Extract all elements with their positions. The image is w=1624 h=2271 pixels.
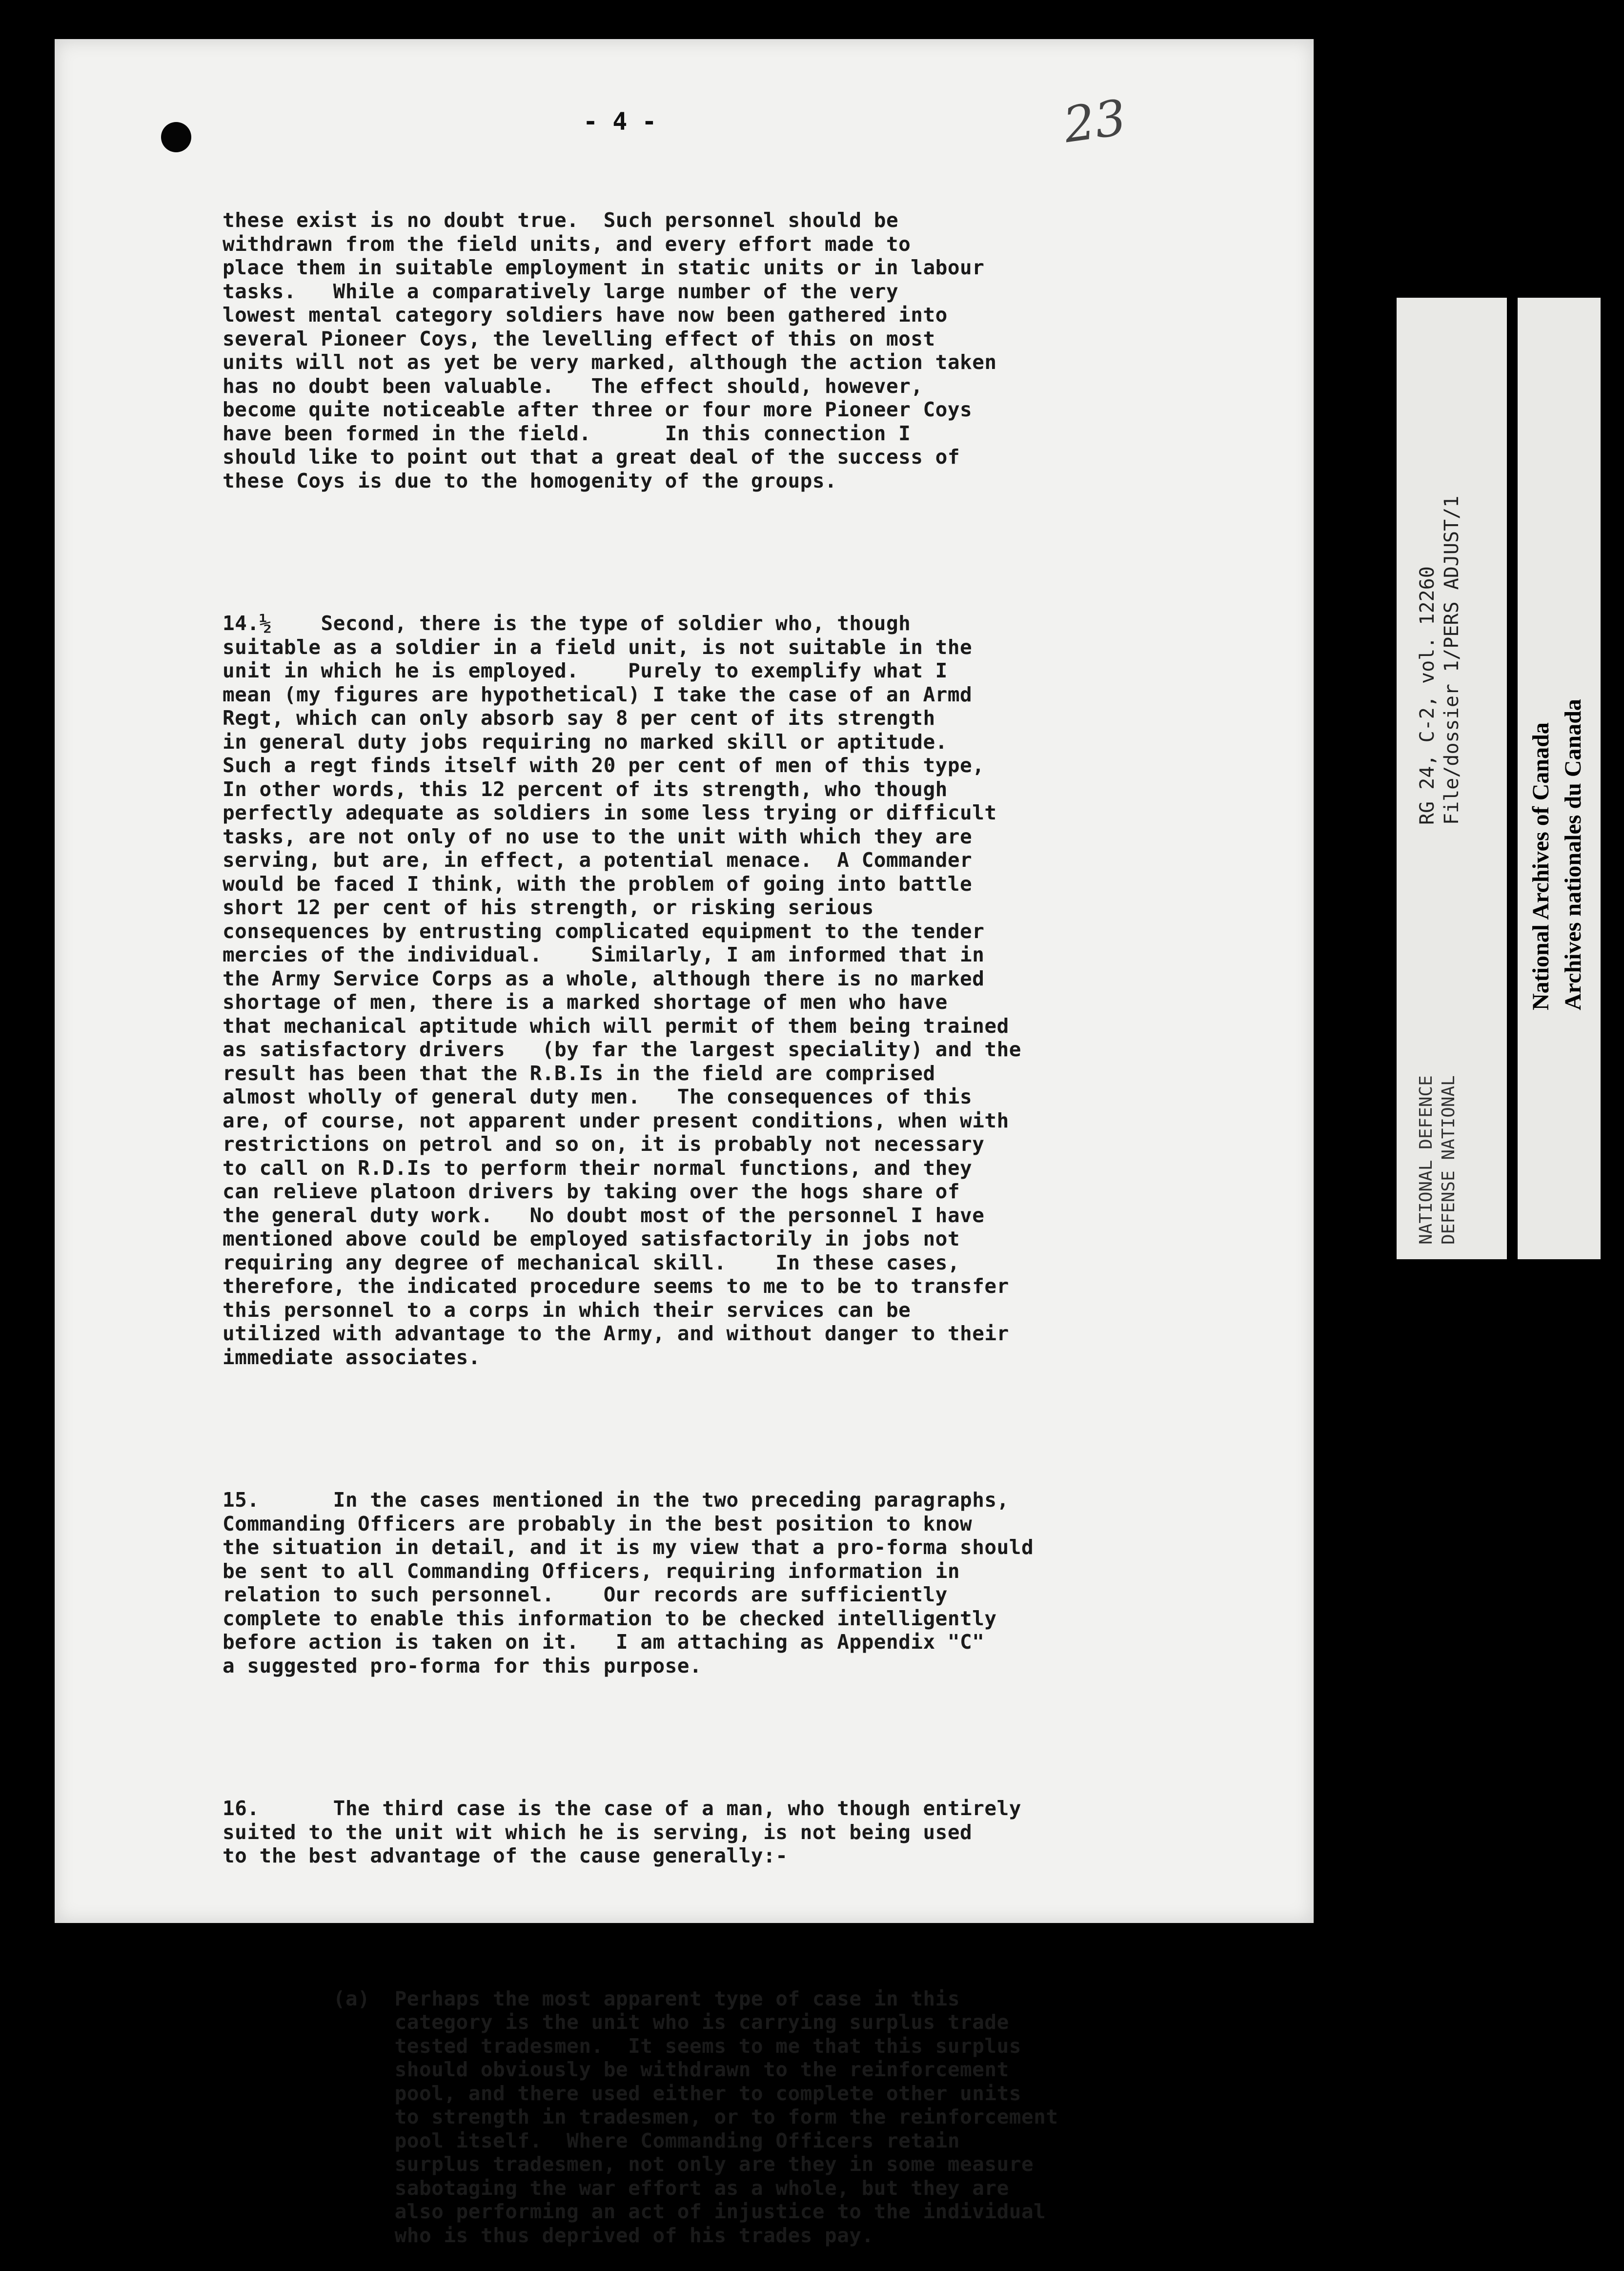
department-line-2: DEFENSE NATIONAL xyxy=(1439,1075,1459,1245)
paragraph-16a: (a) Perhaps the most apparent type of case in this category is the unit who is carrying surplus trade tested tradesmen. It seems to me that this surplus should obviously be withdrawn to the reinforcement pool, and there used either to complete other units to strength in tradesmen, or to form the reinforcement pool itself. Where Commanding Officers retain surplus tradesmen, not only are they in some measure sabotaging the war effort as a whole, but they are also performing an act of injustice to the individual who is thus deprived of his trades pay. xyxy=(333,1986,1058,2247)
paragraph-13-continued: these exist is no doubt true. Such personnel should be withdrawn from the field units, and every effort made to place them in suitable employment in static units or in labour tasks. While a comparatively large number of the very lowest mental category soldiers have now been gathered into several Pioneer Coys, the levelling effect of this on most units will not as yet be very marked, although the action taken has no doubt been valuable. The effect should, however, become quite noticeable after three or four more Pioneer Coys have been formed in the field. In this connection I should like to point out that a great deal of the success of these Coys is due to the homogenity of the groups. xyxy=(223,208,997,492)
paragraph-14: 14.½ Second, there is the type of soldier who, though suitable as a soldier in a field unit, is not suitable in the unit in which he is employed. Purely to exemplify what I mean (my figures are hypothetical) I take the case of an Armd Regt, which can only absorb say 8 per cent of its strength in general duty jobs requiring no marked skill or aptitude. Such a regt finds itself with 20 per cent of men of this type, In other words, this 12 percent of its strength, who though perfectly adequate as soldiers in some less trying or difficult tasks, are not only of no use to the unit with which they are serving, but are, in effect, a potential menace. A Commander would be faced I think, with the problem of going into battle short 12 per cent of his strength, or risking serious consequences by entrusting complicated equipment to the tender mercies of the individual. Similarly, I am informed that in the Army Service Corps as a whole, although there is no marked shortage of men, there is a marked shortage of men who have that mechanical aptitude which will permit of them being trained as satisfactory drivers (by far the largest speciality) and the result has been that the R.B.Is in the field are comprised almost wholly of general duty men. The consequences of this are, of course, not apparent under present conditions, when with restrictions on petrol and so on, it is probably not necessary to call on R.D.Is to perform their normal functions, and they can relieve platoon drivers by taking over the hogs share of the general duty work. No doubt most of the personnel I have mentioned above could be employed satisfactorily in jobs not requiring any degree of mechanical skill. In these cases, therefore, the indicated procedure seems to me to be to transfer this personnel to a corps in which their services can be utilized with advantage to the Army, and without danger to their immediate associates. xyxy=(223,612,1021,1369)
archive-name-fr: Archives nationales du Canada xyxy=(1560,699,1586,1010)
archive-name-en: National Archives of Canada xyxy=(1528,722,1554,1010)
archive-name-label xyxy=(1518,298,1601,1259)
punch-hole xyxy=(161,122,191,152)
department-line-1: NATIONAL DEFENCE xyxy=(1416,1075,1436,1245)
folio-number: 23 xyxy=(1060,88,1130,154)
paragraph-15: 15. In the cases mentioned in the two preceding paragraphs, Commanding Officers are probably in the best position to know the situation in detail, and it is my view that a pro-forma should be sent to all Commanding Officers, requiring information in relation to such personnel. Our records are sufficiently complete to enable this information to be checked intelligently before action is taken on it. I am attaching as Appendix "C" a suggested pro-forma for this purpose. xyxy=(223,1488,1034,1678)
paragraph-16: 16. The third case is the case of a man, who though entirely suited to the unit wit which he is serving, is not being used to the best advantage of the cause generally:- xyxy=(223,1797,1021,1867)
page-number: - 4 - xyxy=(583,107,657,136)
reference-line-2: File/dossier 1/PERS ADJUST/1 xyxy=(1441,495,1463,825)
reference-line-1: RG 24, C-2, vol. 12260 xyxy=(1416,566,1439,825)
document-body xyxy=(223,161,1150,2271)
archive-reference-label xyxy=(1397,298,1507,1259)
